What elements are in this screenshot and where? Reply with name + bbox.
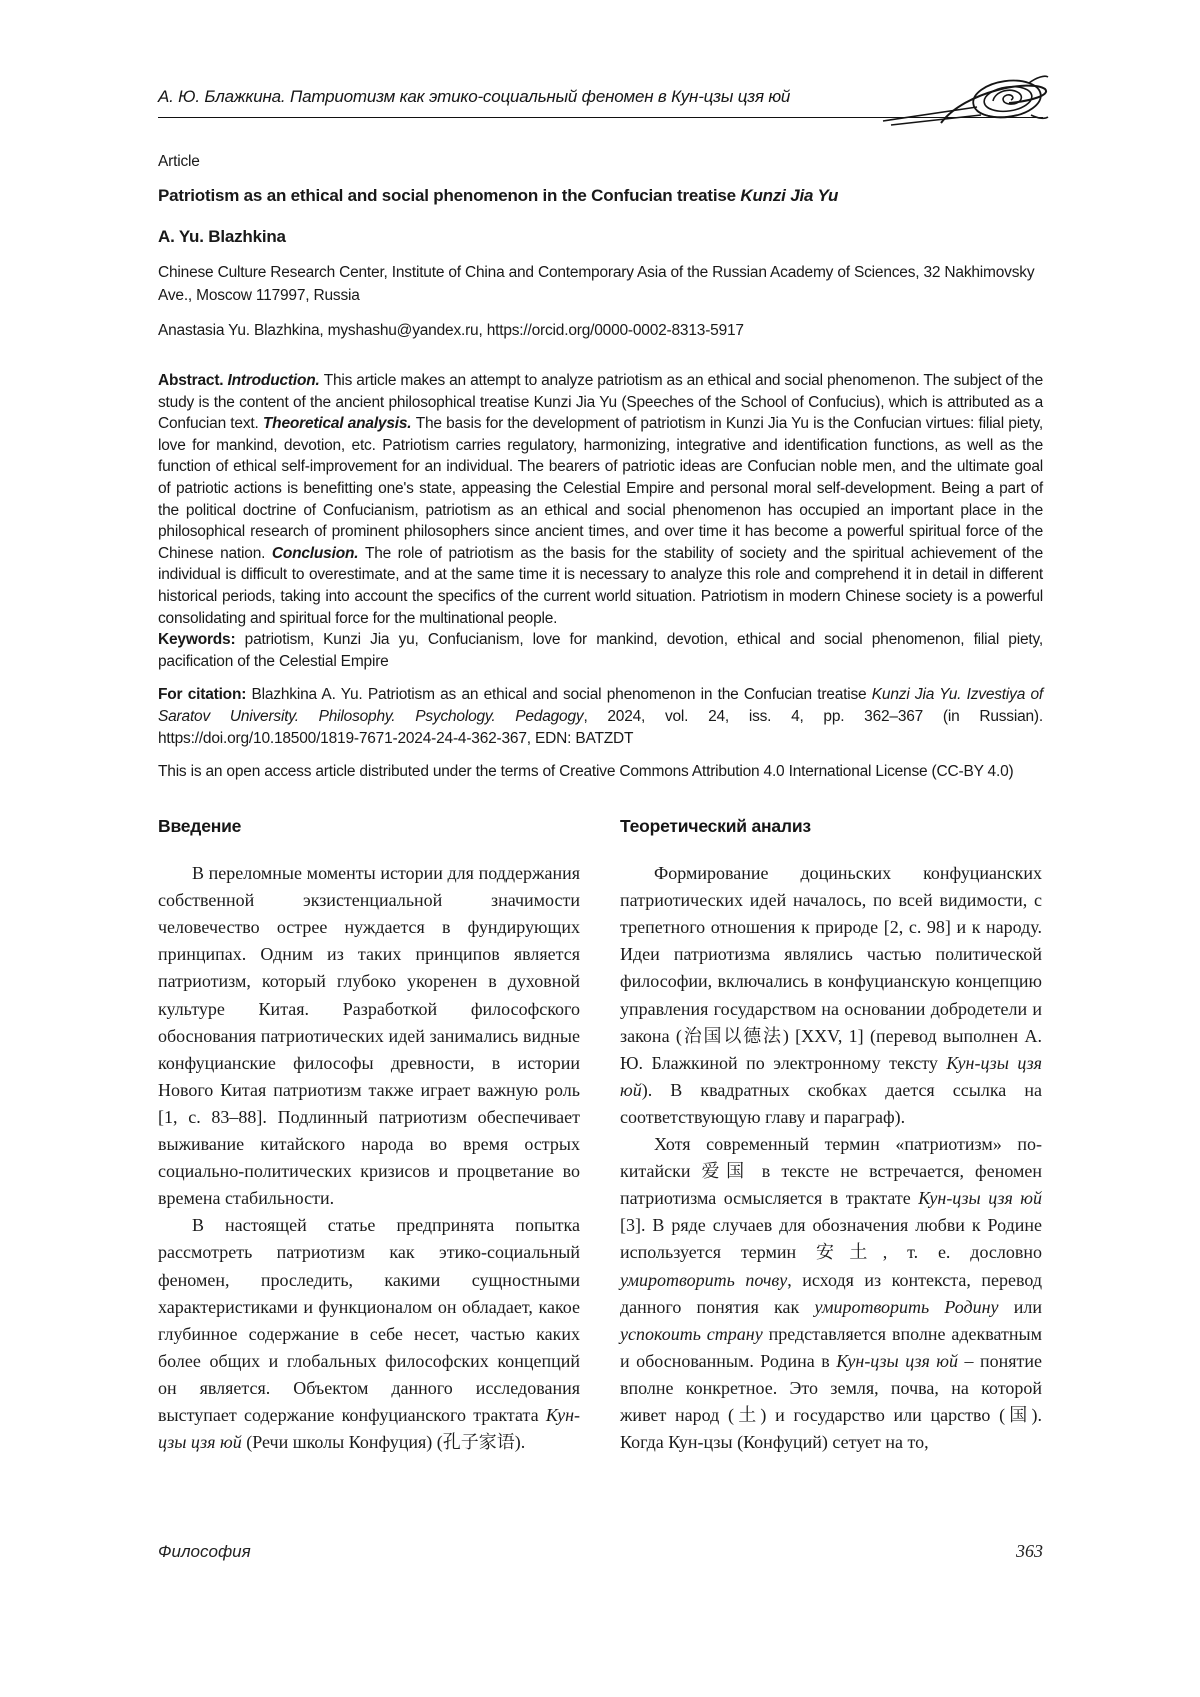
- page-footer: [158, 1541, 1043, 1562]
- front-matter: [158, 152, 1043, 782]
- author-affiliation: Chinese Culture Research Center, Institute of China and Contemporary Asia of the Russian Academy of Sciences, 32 Nakhimovsky Ave., Moscow 117997, Russia: [158, 264, 1035, 304]
- author-contact-orcid: Anastasia Yu. Blazhkina, myshashu@yandex.ru, https://orcid.org/0000-0002-8313-5917: [158, 322, 744, 339]
- article-type-label: Article: [158, 153, 200, 170]
- section-heading-theoretical-analysis: Теоретический анализ: [620, 816, 811, 837]
- running-head: [158, 86, 1043, 118]
- right-column-paragraph: Формирование доциньских конфуцианских патриотических идей началось, по всей видимости, с трепетного отношения к природе [2, с. 98] и к народу. Идеи патриотизма являлись частью политической философии, включались в конфуцианскую концепцию управления государством на основании добродетели и закона (治国以德法) [XXV, 1] (перевод выполнен А. Ю. Блажкиной по электронному тексту Кун-цзы цзя юй). В квадратных скобках дается ссылка на соответствующую главу и параграф).: [620, 863, 1042, 1127]
- open-access-license-text: This is an open access article distributed under the terms of Creative Commons Attribution 4.0 International License (CC-BY 4.0): [158, 763, 1014, 781]
- footer-section-name: Философия: [158, 1542, 251, 1561]
- right-column-paragraph: Хотя современный термин «патриотизм» по-китайски 爱国 в тексте не встречается, феномен патриотизма осмысляется в трактате Кун-цзы цзя юй [3]. В ряде случаев для обозначения любви к Родине используется термин 安土, т. е. дословно умиротворить почву, исходя из контекста, перевод данного понятия как умиротворить Родину или успокоить страну представляется вполне адекватным и обоснованным. Родина в Кун-цзы цзя юй – понятие вполне конкретное. Это земля, почва, на которой живет народ (土) и государство или царство (国). Когда Кун-цзы (Конфуций) сетует на то,: [620, 1134, 1043, 1453]
- keywords-text: Keywords: patriotism, Kunzi Jia yu, Confucianism, love for mankind, devotion, ethical and social phenomenon, filial piety, pacification of the Celestial Empire: [158, 631, 1043, 670]
- left-column-paragraph: В переломные моменты истории для поддержания собственной экзистенциальной значимости человечество острее нуждается в фундирующих принципах. Одним из таких принципов является патриотизм, который глубоко укоренен в духовной культуре Китая. Разработкой философского обоснования патриотических идей занимались видные конфуцианские философы древности, в истории Нового Китая патриотизм также играет важную роль [1, с. 83–88]. Подлинный патриотизм обеспечивает выживание китайского народа во время острых социально-политических кризисов и процветание во времена стабильности.: [158, 863, 580, 1209]
- paper-title: Patriotism as an ethical and social phenomenon in the Confucian treatise Kunzi Jia Yu: [158, 186, 839, 205]
- header-ornament-icon: [881, 71, 1049, 129]
- body-columns: [158, 815, 1043, 1456]
- author-name: A. Yu. Blazhkina: [158, 227, 286, 246]
- right-column: [620, 815, 1042, 1456]
- abstract-text: Abstract. Introduction. This article makes an attempt to analyze patriotism as an ethical and social phenomenon. The subject of the study is the content of the ancient philosophical treatise Kunzi Jia Yu (Speeches of the School of Confucius), which is attributed as a Confucian text. Theoretical analysis. The basis for the development of patriotism in Kunzi Jia Yu is the Confucian virtues: filial piety, love for mankind, devotion, etc. Patriotism carries regulatory, harmonizing, integrative and identification functions, as well as the function of ethical self-improvement for an individual. The bearers of patriotic ideas are Confucian noble men, and the ultimate goal of patriotic actions is benefitting one's state, appeasing the Celestial Empire and personal moral self-development. Being a part of the political doctrine of Confucianism, patriotism as an ethical and social phenomenon has occupied an important place in the philosophical research of prominent philosophers since ancient times, and over time it has become a powerful spiritual force of the Chinese nation. Conclusion. The role of patriotism as the basis for the stability of society and the spiritual achievement of the individual is difficult to overestimate, and at the same time it is necessary to analyze this role and comprehend it in detail in different historical periods, taking into account the specifics of the current world situation. Patriotism in modern Chinese society is a powerful consolidating and spiritual force for the multinational people.: [158, 372, 1043, 627]
- section-heading-introduction: Введение: [158, 816, 242, 837]
- footer-page-number: 363: [1016, 1541, 1043, 1561]
- running-title: А. Ю. Блажкина. Патриотизм как этико-социальный феномен в Кун-цзы цзя юй: [158, 87, 791, 106]
- left-column-paragraph: В настоящей статье предпринята попытка рассмотреть патриотизм как этико-социальный феномен, проследить, какими сущностными характеристиками и функционалом он обладает, какое глубинное содержание в себе несет, частью каких более общих и глобальных философских концепций он является. Объектом данного исследования выступает содержание конфуцианского трактата Кун-цзы цзя юй (Речи школы Конфуция) (孔子家语).: [158, 1215, 580, 1453]
- page-content: [158, 0, 1043, 1456]
- for-citation-text: For citation: Blazhkina A. Yu. Patriotism as an ethical and social phenomenon in the Confucian treatise Kunzi Jia Yu. Izvestiya of Saratov University. Philosophy. Psychology. Pedagogy, 2024, vol. 24, iss. 4, pp. 362–367 (in Russian). https://doi.org/10.18500/1819-7671-2024-24-4-362-367, EDN: BATZDT: [158, 686, 1044, 747]
- left-column: [158, 815, 580, 1456]
